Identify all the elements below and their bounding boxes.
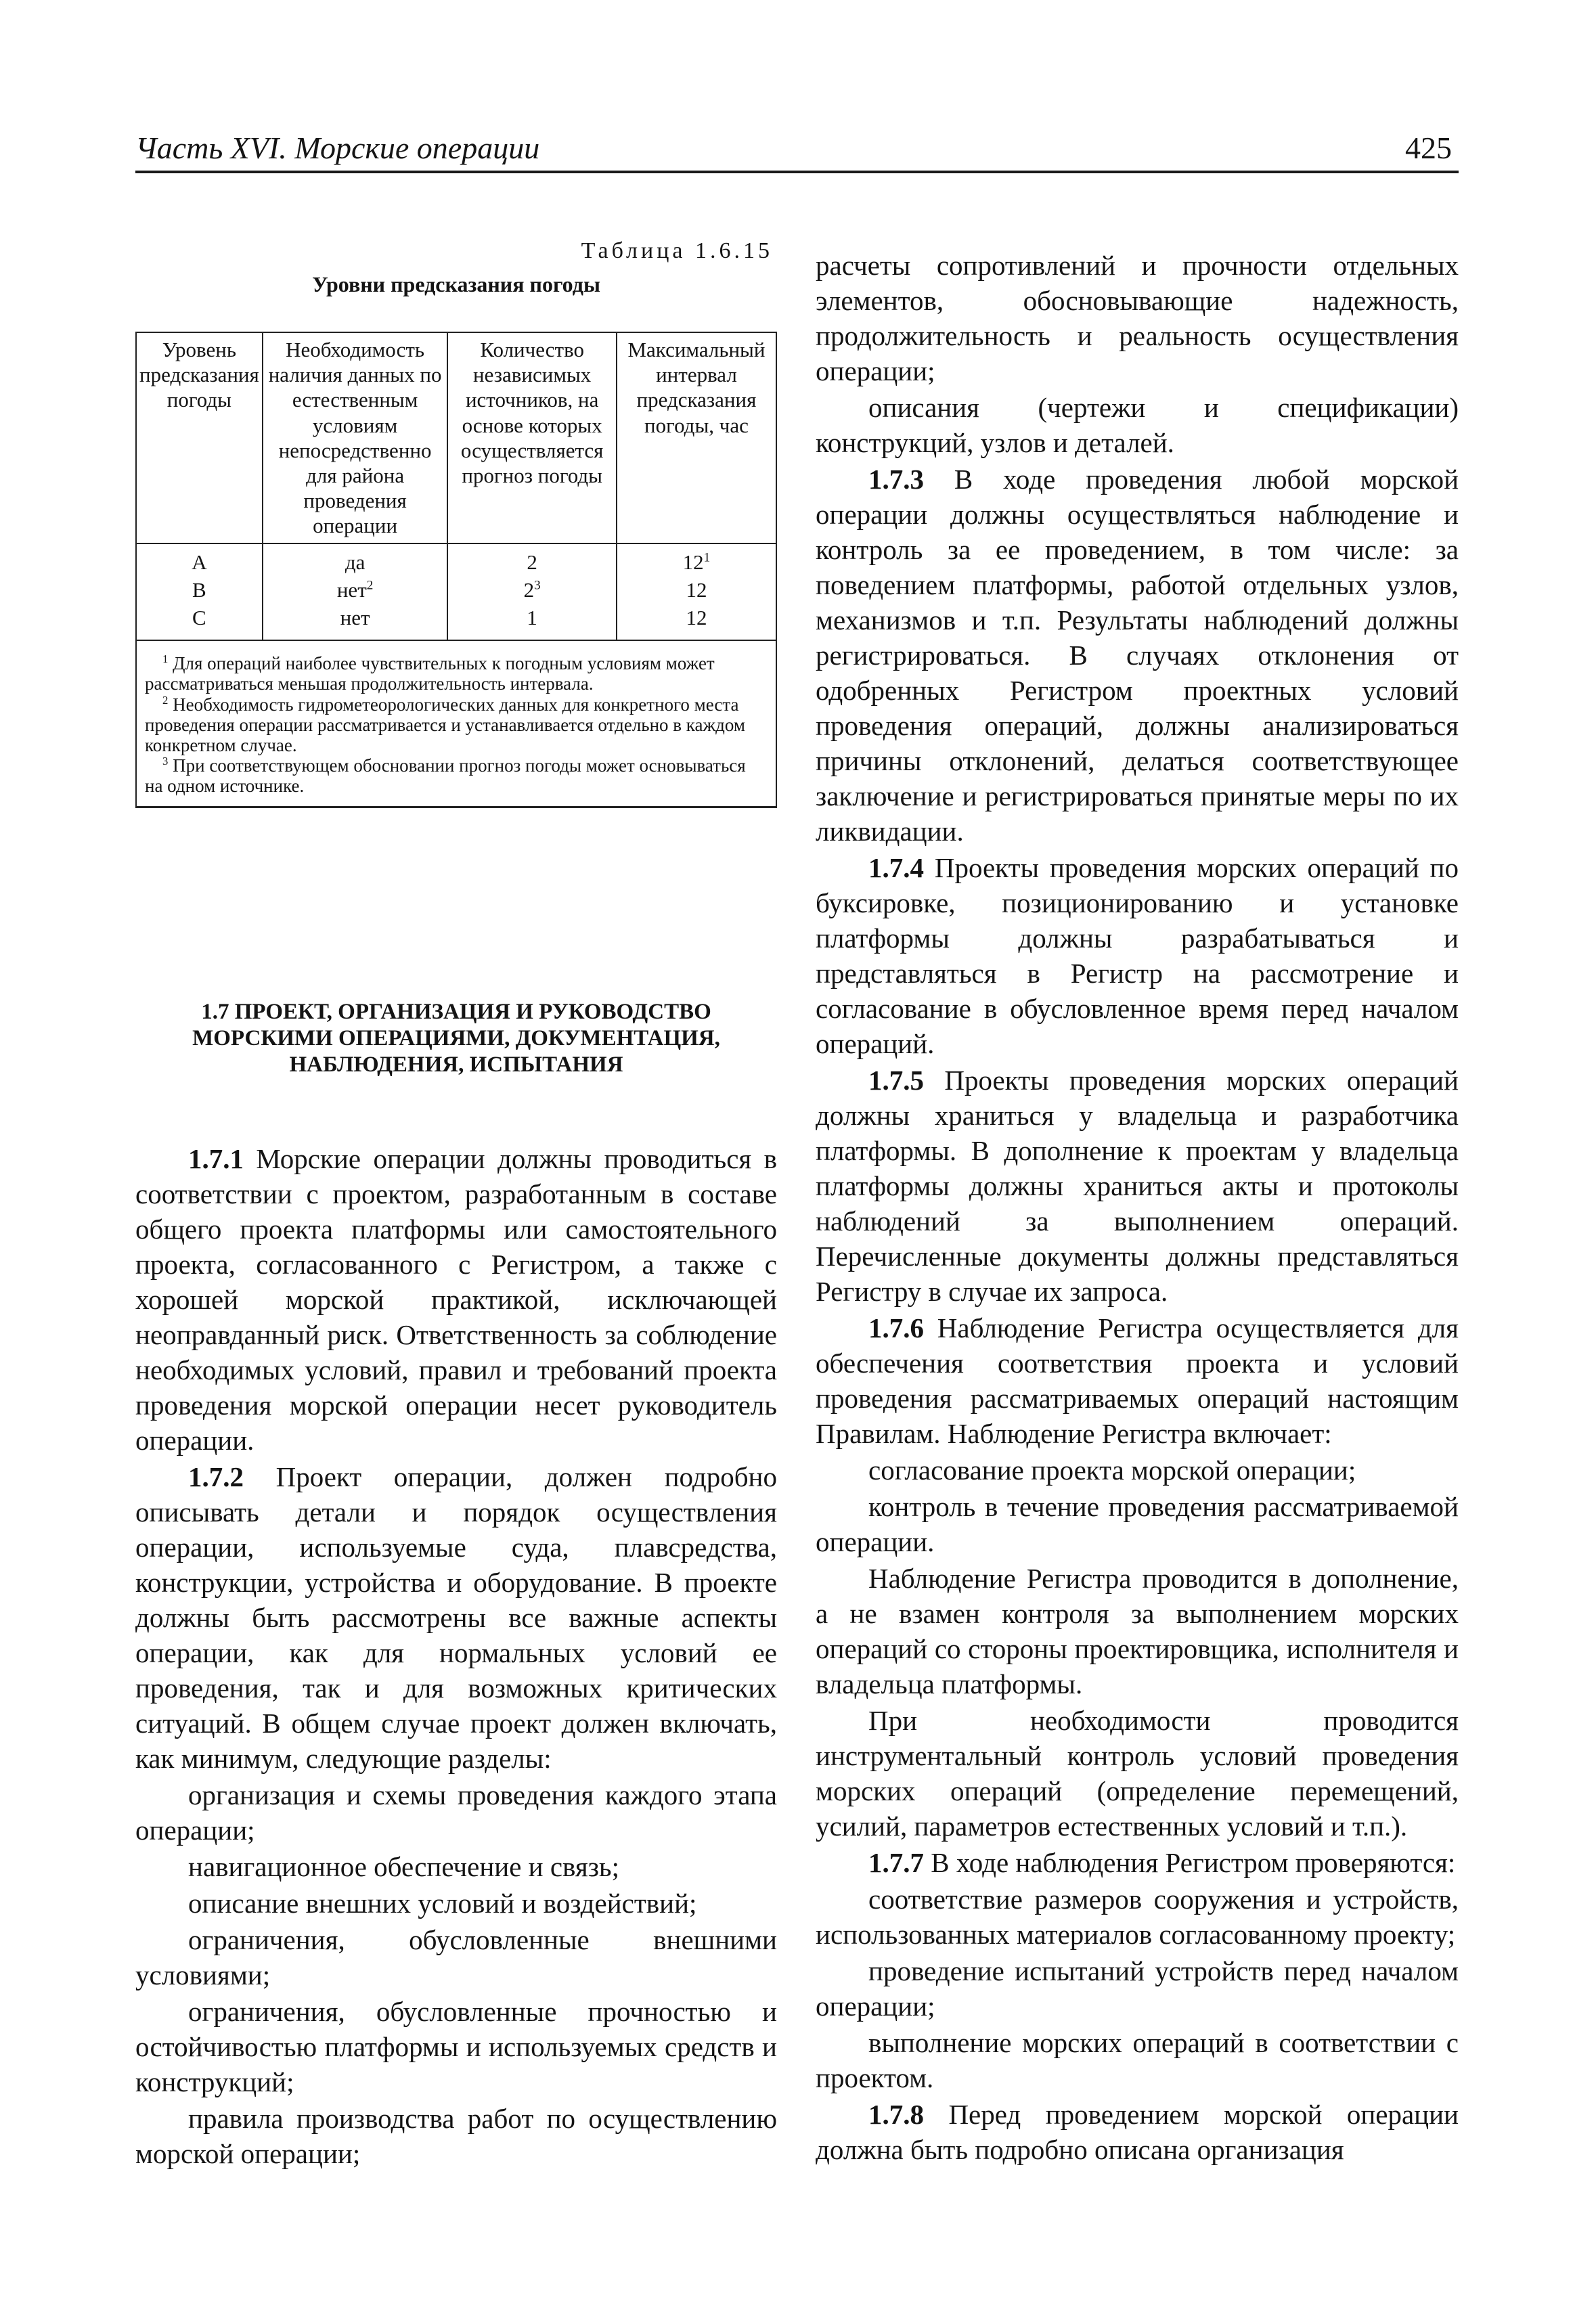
list-item: организация и схемы проведения каждого этапа операции; bbox=[135, 1779, 777, 1846]
table-cell: да bbox=[263, 543, 448, 576]
right-text-column bbox=[816, 248, 1459, 2169]
table-cell: 12 bbox=[617, 604, 776, 640]
list-item: правила производства работ по осуществлению морской операции; bbox=[135, 2103, 777, 2169]
list-item: ограничения, обусловленные внешними условиями; bbox=[135, 1924, 777, 1991]
paragraph: При необходимости проводится инструментальный контроль условий проведения морских операций (определение перемещений, усилий, параметров естественных условий и т.п.). bbox=[816, 1705, 1459, 1842]
list-item: согласование проекта морской операции; bbox=[868, 1454, 1356, 1486]
header-title: Часть XVI. Морские операции bbox=[135, 131, 540, 165]
list-item: ограничения, обусловленные прочностью и остойчивостью платформы и используемых средств и конструкций; bbox=[135, 1996, 777, 2097]
table-row bbox=[136, 576, 776, 604]
column-header: Уровень предсказания погоды bbox=[136, 332, 263, 543]
table-row bbox=[136, 543, 776, 576]
footnote: $^1$ Для операций наиболее чувствительных к погодным условиям может рассматриваться меньшая продолжительность интервала. bbox=[145, 652, 715, 694]
column-header: Количество независимых источников, на основе которых осуществляется прогноз погоды bbox=[447, 332, 616, 543]
paragraph: 1.7.7 В ходе наблюдения Регистром проверяются: bbox=[868, 1847, 1456, 1878]
table-cell: C bbox=[136, 604, 263, 640]
list-item: описание внешних условий и воздействий; bbox=[188, 1888, 697, 1919]
table-cell: B bbox=[136, 576, 263, 604]
list-item: проведение испытаний устройств перед началом операции; bbox=[816, 1955, 1459, 2022]
table-footnotes bbox=[136, 640, 776, 807]
paragraph: 1.7.5 Проекты проведения морских операций должны храниться у владельца и разработчика платформы. В дополнение к проектам у владельца платформы должны храниться акты и протоколы наблюдений за выполнением операций. Перечисленные документы должны представляться Регистру в случае их запроса. bbox=[816, 1065, 1459, 1307]
table-cell: нет bbox=[263, 604, 448, 640]
list-item: расчеты сопротивлений и прочности отдельных элементов, обосновывающие надежность, продолжительность и реальность осуществления операции; bbox=[816, 250, 1459, 386]
paragraph: 1.7.8 Перед проведением морской операции должна быть подробно описана организация bbox=[816, 2099, 1459, 2165]
paragraph: 1.7.6 Наблюдение Регистра осуществляется для обеспечения соответствия проекта и условий проведения рассматриваемых операций настоящим Правилам. Наблюдение Регистра включает: bbox=[816, 1312, 1459, 1449]
left-text-column bbox=[135, 1141, 777, 2173]
table-label: Таблица 1.6.15 bbox=[581, 238, 773, 263]
table-cell: нет$^2$ bbox=[263, 576, 448, 604]
weather-forecast-table bbox=[135, 332, 777, 808]
table-cell: 1 bbox=[447, 604, 616, 640]
table-row bbox=[136, 604, 776, 640]
list-item: выполнение морских операций в соответствии с проектом. bbox=[816, 2027, 1459, 2093]
paragraph: Наблюдение Регистра проводится в дополнение, а не взамен контроля за выполнением морских операций со стороны проектировщика, исполнителя и владельца платформы. bbox=[816, 1563, 1459, 1699]
table-cell: $2^3$ bbox=[447, 576, 616, 604]
table-cell: 2 bbox=[447, 543, 616, 576]
column-header: Максимальный интервал предсказания погоды, час bbox=[617, 332, 776, 543]
paragraph: 1.7.2 Проект операции, должен подробно описывать детали и порядок осуществления операции, используемые суда, плавсредства, конструкции, устройства и оборудование. В проекте должны быть рассмотрены все важные аспекты операции, как для нормальных условий ее проведения, так и для возможных критических ситуаций. В общем случае проект должен включать, как минимум, следующие разделы: bbox=[135, 1461, 777, 1774]
table-footnotes-row bbox=[136, 640, 776, 807]
running-header bbox=[135, 130, 1459, 173]
footnote: $^2$ Необходимость гидрометеорологических данных для конкретного места проведения операции рассматривается и устанавливается отдельно в каждом конкретном случае. bbox=[145, 693, 745, 755]
list-item: навигационное обеспечение и связь; bbox=[188, 1851, 620, 1882]
page-number: 425 bbox=[1405, 131, 1452, 165]
paragraph: 1.7.3 В ходе проведения любой морской операции должны осуществляться наблюдение и контроль за ее проведением, в том числе: за поведением платформы, работой отдельных узлов, механизмов и т.п. Результаты наблюдений должны регистрироваться. В случаях отклонения от одобренных Регистром проектных условий проведения операций, должны анализироваться причины отклонений, делаться соответствующее заключение и регистрироваться принятые меры по их ликвидации. bbox=[816, 464, 1459, 847]
footnote: $^3$ При соответствующем обосновании прогноз погоды может основываться на одном источнике. bbox=[145, 755, 746, 797]
list-item: соответствие размеров сооружения и устройств, использованных материалов согласованному проекту; bbox=[816, 1884, 1459, 1950]
table-header-row bbox=[136, 332, 776, 543]
table-cell: $12^1$ bbox=[617, 543, 776, 576]
list-item: описания (чертежи и спецификации) конструкций, узлов и деталей. bbox=[816, 392, 1459, 458]
table-cell: 12 bbox=[617, 576, 776, 604]
section-heading: 1.7 ПРОЕКТ, ОРГАНИЗАЦИЯ И РУКОВОДСТВО МОРСКИМИ ОПЕРАЦИЯМИ, ДОКУМЕНТАЦИЯ, НАБЛЮДЕНИЯ, ИСПЫТАНИЯ bbox=[192, 1000, 720, 1077]
paragraph: 1.7.4 Проекты проведения морских операций по буксировке, позиционированию и установке платформы должны разрабатываться и представляться в Регистр на рассмотрение и согласование в обусловленное время перед началом операций. bbox=[816, 852, 1459, 1059]
paragraph: 1.7.1 Морские операции должны проводиться в соответствии с проектом, разработанным в составе общего проекта платформы или самостоятельного проекта, согласованного с Регистром, а также с хорошей морской практикой, исключающей неоправданный риск. Ответственность за соблюдение необходимых условий, правил и требований проекта проведения морской операции несет руководитель операции. bbox=[135, 1143, 777, 1456]
list-item: контроль в течение проведения рассматриваемой операции. bbox=[816, 1491, 1459, 1557]
table-cell: A bbox=[136, 543, 263, 576]
table-title: Уровни предсказания погоды bbox=[312, 272, 600, 296]
column-header: Необходимость наличия данных по естественным условиям непосредственно для района проведения операции bbox=[263, 332, 448, 543]
